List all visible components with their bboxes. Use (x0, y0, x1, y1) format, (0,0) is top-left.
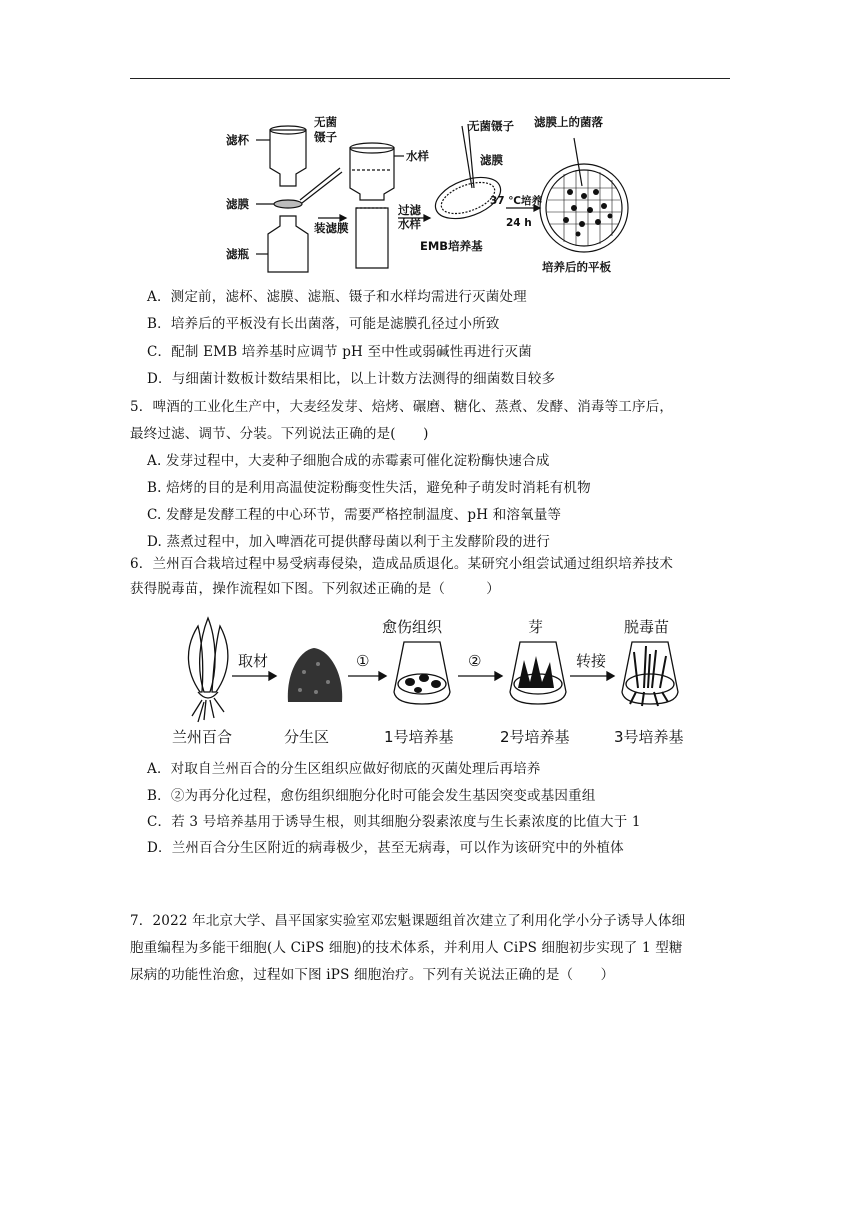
q5-option-c: C. 发酵是发酵工程的中心环节，需要严格控制温度、pH 和溶氧量等 (147, 507, 562, 523)
label-sterile: 无菌 (314, 115, 337, 129)
q4-option-a: A．测定前，滤杯、滤膜、滤瓶、镊子和水样均需进行灭菌处理 (147, 289, 527, 305)
q6-option-d: D．兰州百合分生区附近的病毒极少，甚至无病毒，可以作为该研究中的外植体 (147, 840, 624, 856)
q7-line1: 7．2022 年北京大学、昌平国家实验室邓宏魁课题组首次建立了利用化学小分子诱导人体细 (130, 913, 686, 929)
label-colonies: 滤膜上的菌落 (534, 115, 603, 129)
filter-cup-shape (270, 130, 306, 186)
q6-option-a: A．对取自兰州百合的分生区组织应做好彻底的灭菌处理后再培养 (147, 761, 541, 777)
medium3-flask-shape (622, 642, 678, 704)
label-emb: EMB培养基 (420, 239, 483, 253)
label-lily: 兰州百合 (172, 728, 233, 746)
bud-shapes (518, 656, 554, 688)
label-take: 取材 (238, 652, 269, 670)
label-tweezers: 镊子 (314, 130, 337, 144)
label-bud: 芽 (528, 618, 544, 636)
q4-option-c: C．配制 EMB 培养基时应调节 pH 至中性或弱碱性再进行灭菌 (147, 344, 532, 360)
tissue-culture-figure (168, 612, 698, 752)
q5-option-d: D. 蒸煮过程中，加入啤酒花可提供酵母菌以利于主发酵阶段的进行 (147, 534, 551, 550)
label-medium1: 1号培养基 (384, 728, 454, 746)
label-membrane2: 滤膜 (480, 153, 503, 167)
label-cup: 滤杯 (226, 133, 249, 147)
label-plate: 培养后的平板 (542, 260, 611, 274)
label-culture-temp: 37 ℃培养 (490, 195, 542, 207)
label-medium2: 2号培养基 (500, 728, 570, 746)
label-tweezers-full: 无菌镊子 (468, 119, 514, 133)
label-medium3: 3号培养基 (614, 728, 684, 746)
callus-dots (405, 674, 441, 693)
header-rule (130, 78, 730, 79)
meristem-shape (288, 648, 342, 702)
q6-stem-line1: 6．兰州百合栽培过程中易受病毒侵染，造成品质退化。某研究小组尝试通过组织培养技术 (130, 556, 674, 572)
q6-option-c: C．若 3 号培养基用于诱导生根，则其细胞分裂素浓度与生长素浓度的比值大于 1 (147, 814, 641, 830)
filter-flask-shape (268, 216, 308, 272)
label-step2: ② (468, 652, 482, 670)
label-filter2: 水样 (398, 217, 421, 231)
label-flask: 滤瓶 (226, 247, 249, 261)
q5-option-a: A. 发芽过程中，大麦种子细胞合成的赤霉素可催化淀粉酶快速合成 (147, 453, 550, 469)
label-filter1: 过滤 (398, 203, 421, 217)
label-meristem: 分生区 (284, 728, 330, 746)
label-transfer: 转接 (576, 652, 607, 670)
culture-plate-shape (540, 164, 628, 252)
label-step1: ① (356, 652, 370, 670)
label-callus: 愈伤组织 (382, 618, 443, 636)
lily-bulb-shape (188, 626, 202, 692)
label-install: 装滤膜 (314, 221, 349, 235)
q6-option-b: B．②为再分化过程，愈伤组织细胞分化时可能会发生基因突变或基因重组 (147, 788, 596, 804)
q7-line2: 胞重编程为多能干细胞(人 CiPS 细胞)的技术体系，并利用人 CiPS 细胞初步实现了 1 型糖 (130, 940, 683, 956)
q5-stem-line2: 最终过滤、调节、分装。下列说法正确的是( ) (130, 426, 429, 442)
q5-stem-line1: 5．啤酒的工业化生产中，大麦经发芽、焙烤、碾磨、糖化、蒸煮、发酵、消毒等工序后， (130, 399, 674, 415)
seedling-shapes (630, 646, 668, 706)
label-membrane: 滤膜 (226, 197, 249, 211)
membrane-shape (274, 200, 302, 208)
label-seedling: 脱毒苗 (624, 618, 670, 636)
q4-option-d: D．与细菌计数板计数结果相比，以上计数方法测得的细菌数目较多 (147, 371, 556, 387)
membrane-filtration-figure (222, 108, 642, 278)
q6-stem-line2: 获得脱毒苗，操作流程如下图。下列叙述正确的是（ ） (130, 581, 500, 597)
q7-line3: 尿病的功能性治愈，过程如下图 iPS 细胞治疗。下列有关说法正确的是（ ） (130, 967, 615, 983)
q5-option-b: B. 焙烤的目的是利用高温使淀粉酶变性失活，避免种子萌发时消耗有机物 (147, 480, 591, 496)
medium1-flask-shape (394, 642, 450, 704)
label-water: 水样 (406, 149, 429, 163)
q4-option-b: B．培养后的平板没有长出菌落，可能是滤膜孔径过小所致 (147, 316, 500, 332)
label-culture-time: 24 h (506, 217, 532, 229)
